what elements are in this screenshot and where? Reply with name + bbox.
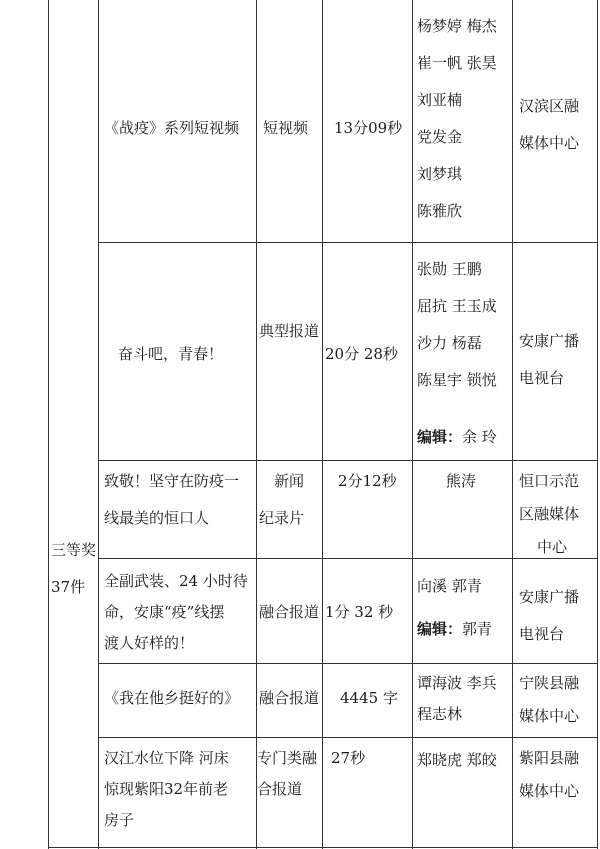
work-title-line: 线最美的恒口人 [104,509,210,527]
author-line: 沙力 杨磊 [417,334,482,352]
unit-line: 媒体中心 [519,707,580,725]
work-title-line: 致敬！坚守在防疫一 [104,472,240,490]
author-line: 党发金 [417,128,463,146]
unit-line: 区融媒体 [519,505,580,523]
unit-line: 媒体中心 [519,134,580,152]
unit-line: 电视台 [519,625,565,643]
award-count: 37件 [51,578,86,596]
column-divider [322,0,323,849]
work-title-line: 房子 [104,811,135,829]
author-line: 程志林 [417,705,463,723]
unit-line: 中心 [537,538,568,556]
work-title-line: 汉江水位下降 河床 [104,749,229,767]
author-line: 郑晓虎 郑皎 [417,751,497,769]
editor-label: 编辑： [417,620,463,638]
editor-name: 余 玲 [462,428,497,446]
unit-line: 恒口示范 [519,472,580,490]
unit-line: 安康广播 [519,588,580,606]
work-type-line: 合报道 [257,780,303,798]
column-divider [256,0,257,849]
unit-line: 汉滨区融 [519,97,580,115]
author-line: 杨梦婷 梅杰 [417,17,497,35]
author-line: 崔一帆 张昊 [417,54,497,72]
award-label: 三等奖 [51,541,97,559]
work-type: 典型报道 [259,322,320,340]
work-length: 13分09秒 [334,119,403,137]
unit-line: 紫阳县融 [519,749,580,767]
work-title-line: 惊现紫阳32年前老 [104,780,229,798]
work-title: 《战疫》系列短视频 [104,119,240,137]
unit-line: 安康广播 [519,332,580,350]
row-divider [98,558,598,559]
author-line: 刘梦琪 [417,165,463,183]
column-divider [98,0,99,849]
editor-label: 编辑： [417,428,463,446]
unit-line: 宁陕县融 [519,674,580,692]
work-type: 融合报道 [259,689,320,707]
work-title: 《我在他乡挺好的》 [104,689,240,707]
table-border-bottom [48,847,598,848]
column-divider [412,0,413,849]
work-type-line: 纪录片 [259,509,305,527]
work-type: 短视频 [263,119,309,137]
author-line: 陈雅欣 [417,202,463,220]
work-title-line: 渡人好样的！ [104,634,195,652]
column-divider [512,0,513,849]
author-line: 刘亚楠 [417,91,463,109]
work-title-line: 命，安康“疫”线摆 [104,603,225,621]
work-length: 20分 28秒 [325,345,398,363]
unit-line: 电视台 [519,369,565,387]
work-length: 2分12秒 [338,472,397,490]
row-divider [98,460,598,461]
work-length: 1分 32 秒 [325,603,394,621]
work-type-line: 新闻 [274,472,305,490]
table-border-right [597,0,598,849]
row-divider [98,242,598,243]
author-line: 陈星宇 锁悦 [417,371,497,389]
author-line: 张勋 王鹏 [417,260,482,278]
work-type: 融合报道 [259,603,320,621]
work-length: 4445 字 [340,689,398,707]
author-line: 谭海波 李兵 [417,674,497,692]
row-divider [98,737,598,738]
editor-line [417,419,497,456]
author-line: 向溪 郭青 [417,577,482,595]
work-type-line: 专门类融 [257,749,318,767]
row-divider [98,663,598,664]
table-border-left [48,0,49,849]
work-title: 奋斗吧，青春！ [118,345,224,363]
editor-name: 郭青 [462,620,493,638]
work-title-line: 全副武装、24 小时待 [104,572,248,590]
unit-line: 媒体中心 [519,782,580,800]
editor-line [417,611,492,648]
author-line: 熊涛 [446,472,477,490]
work-length: 27秒 [331,749,366,767]
author-line: 屈抗 王玉成 [417,297,497,315]
